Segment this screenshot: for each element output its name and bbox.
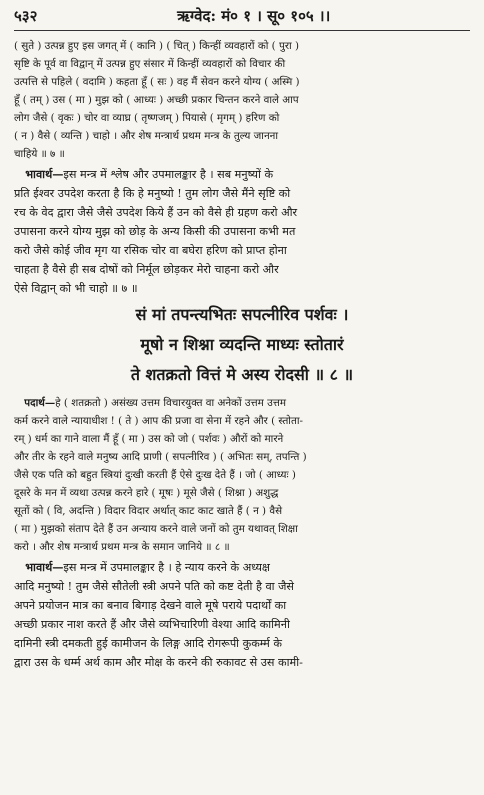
mantra-verse-8 [14,300,470,390]
text-line: द्वारा उस के धर्म्म अर्थ काम और मोक्ष के करने की रुकावट से उस कामी- [14,656,303,669]
text-line: करो । और शेष मन्त्रार्थ प्रथम मन्त्र के समान जानिये ॥ ८ ॥ [14,541,230,553]
section-lead: भावार्थ— [25,167,64,181]
page-number: ५३२ [14,7,38,25]
text-line: दामिनी स्त्री दमकती हुई कामीजन के लिङ्ग आदि रोगरूपी कुकर्म्म के [14,637,282,650]
text-line: और तीर के रहने वाले मनुष्य आदि प्राणी ( सपत्नीरिव ) ( अभितः सम्, तपन्ति ) [14,451,307,463]
text-line: सूतों को ( वि, अदन्ति ) विदार विदार अर्थात् काट काट खाते हैं ( न ) वैसे [14,505,283,517]
text-line: सृष्टि के पूर्व वा विद्वान् में उत्पन्न हुए संसार में किन्हीं व्यवहारों को विचार की [14,58,286,70]
text-line: भावार्थ—इस मन्त्र में श्लेष और उपमालङ्कार है । सब मनुष्यों के [25,167,274,181]
section-lead: पदार्थ— [24,397,56,409]
padartha-verse-7-continued [14,37,470,163]
text-line: कर्म करने वाले न्यायाधीश ! ( ते ) आप की प्रजा वा सेना में रहने और ( स्तोता- [14,415,303,427]
text-line: ( न ) वैसे ( व्यन्ति ) चाहो । और शेष मन्त्रार्थ प्रथम मन्त्र के तुल्य जानना [14,130,279,142]
text-line: जैसे एक पति को बहुत स्त्रियां दुःखी करती हैं ऐसे दुःख देते हैं । जो ( आध्यः ) [14,469,296,481]
text-line: आदि मनुष्यो ! तुम जैसे सौतेली स्त्री अपने पति को कष्ट देती है वा जैसे [14,580,294,593]
text-line: हूँ ( तम् ) उस ( मा ) मुझ को ( आध्यः ) अच्छी प्रकार चिन्तन करने वाले आप [14,94,299,106]
text-line: ( सुते ) उत्पन्न हुए इस जगत् में ( कानि ) ( चित् ) किन्हीं व्यवहारों को ( पुरा ) [14,40,299,52]
bhavartha-verse-8 [14,558,470,672]
text-line: लोग जैसे ( वृकः ) चोर वा व्याघ्र ( तृष्णजम् ) पियासे ( मृगम् ) हरिण को [14,112,280,124]
mantra-line: सं मां तपन्त्यभितः सपत्नीरिव पर्शवः । [135,305,349,324]
text-line: ( मा ) मुझको संताप देते हैं उन अन्याय करने वाले जनों को तुम यथावत् शिक्षा [14,523,298,535]
mantra-line: मूषो न शिश्ना व्यदन्ति माध्यः स्तोतारं [140,335,344,354]
padartha-verse-8 [14,394,470,556]
text-line: अच्छी प्रकार नाश करते हैं और जैसे व्यभिचारिणी वेश्या आदि कामिनी [14,618,290,631]
text-line: प्रति ईश्वर उपदेश करता है कि हे मनुष्यो ! तुम लोग जैसे मैंने सृष्टि को [14,187,291,200]
page-header [14,0,470,31]
mantra-line: ते शतक्रतो वित्तं मे अस्य रोदसी ॥ ८ ॥ [130,365,354,384]
section-lead: भावार्थ— [25,560,64,574]
text-line: चाहिये ॥ ७ ॥ [14,148,65,160]
bhavartha-verse-7 [14,165,470,298]
text-line: अपने प्रयोजन मात्र का बनाव बिगाड़ देखने वाले मूषे पराये पदार्थों का [14,599,287,612]
text-line: रच के वेद द्वारा जैसे जैसे उपदेश किये हैं उन को वैसे ही ग्रहण करो और [14,206,298,219]
text-line: भावार्थ—इस मन्त्र में उपमालङ्कार है । हे न्याय करने के अध्यक्ष [25,560,270,574]
text-line: उपासना करने योग्य मुझ को छोड़ के अन्य किसी की उपासना कभी मत [14,225,296,238]
text-line: ऐसे विद्वान् को भी चाहो ॥ ७ ॥ [14,282,138,295]
text-line: रम् ) धर्म का गाने वाला मैं हूँ ( मा ) उस को जो ( पर्शवः ) औरों को मारने [14,433,284,445]
text-line: दूसरे के मन में व्यथा उत्पन्न करने हारे ( मूषः ) मूसे जैसे ( शिश्ना ) अशुद्ध [14,487,279,499]
text-line: पदार्थ—हे ( शतक्रतो ) असंख्य उत्तम विचारयुक्त वा अनेकों उत्तम उत्तम [24,397,287,409]
text-line: चाहता है वैसे ही सब दोषों को निर्मूल छोड़कर मेरो चाहना करो और [14,263,279,276]
text-line: उत्पत्ति से पहिले ( वदामि ) कहता हूँ ( सः ) वह मैं सेवन करने योग्य ( अस्मि ) [14,76,300,88]
text-line: करो जैसे कोई जीव मृग या रसिक चोर वा बघेरा हरिण को प्राप्त होना [14,244,287,257]
running-title: ऋग्वेद: मं० १ । सू० १०५ ।। [177,7,331,25]
